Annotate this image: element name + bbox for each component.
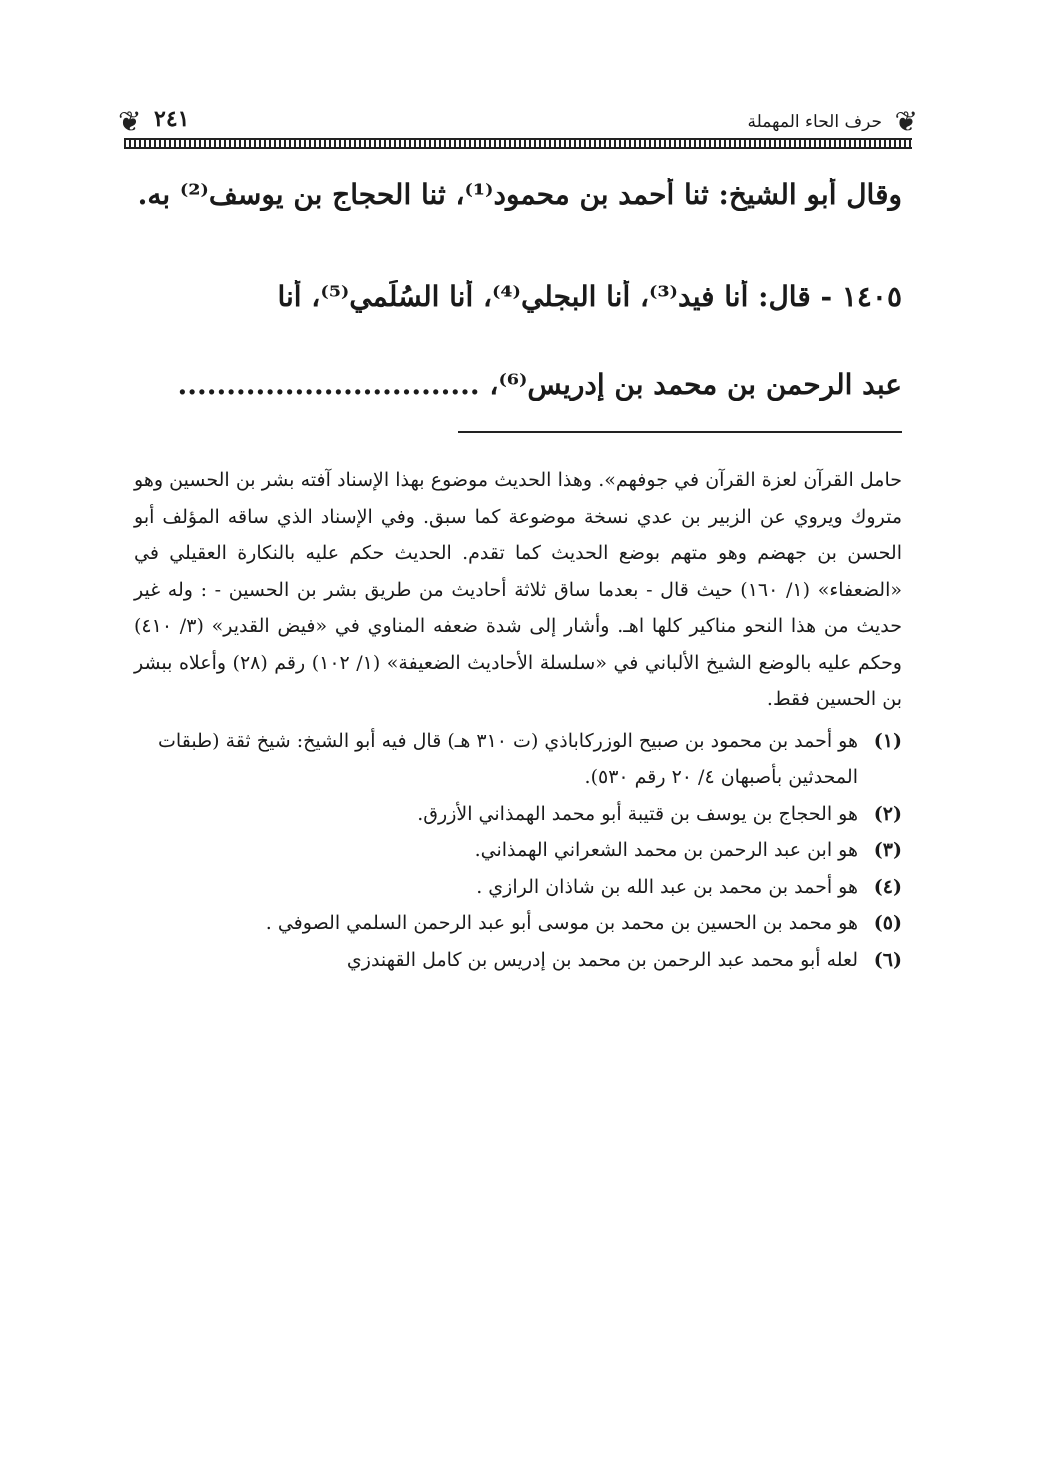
footnote-number: (٥) — [873, 912, 902, 934]
commentary-paragraph: حامل القرآن لعزة القرآن في جوفهم». وهذا الحديث موضوع بهذا الإسناد آفته بشر بن الحسين وهو متروك ويروي عن الزبير بن عدي نسخة موضوعة كما سبق. وفي الإسناد الذي ساقه المؤلف أبو الحسن بن جهضم وهو متهم بوضع الحديث كما تقدم. الحديث حكم عليه بالنكارة العقيلي في «الضعفاء» (١/ ١٦٠) حيث قال - بعدما ساق ثلاثة أحاديث من طريق بشر بن الحسين - : وله غير حديث من هذا النحو مناكير كلها اهـ. وأشار إلى شدة ضعفه المناوي في «فيض القدير» (٣/ ٤١٠) وحكم عليه بالوضع الشيخ الألباني في «سلسلة الأحاديث الضعيفة» (١/ ١٠٢) رقم (٢٨) وأعلاه ببشر بن الحسين فقط. — [134, 469, 902, 710]
main-line-3: عبد الرحمن بن محمد بن إدريس⁽⁶⁾، ............................... — [177, 368, 902, 401]
ornament-right-icon: ❦ — [894, 105, 918, 138]
footnote-number: (٦) — [873, 948, 902, 971]
footnotes-area — [134, 462, 902, 978]
footnote-1 — [134, 723, 902, 796]
footnote-text: هو أحمد بن محمد بن عبد الله بن شاذان الرازي . — [476, 875, 858, 898]
footnote-separator — [458, 431, 902, 433]
running-title: حرف الحاء المهملة — [747, 112, 882, 132]
footnote-number: (٢) — [873, 802, 902, 825]
footnote-text: هو أحمد بن محمود بن صبيح الوزركاباذي (ت ٣١٠ هـ) قال فيه أبو الشيخ: شيخ ثقة (طبقات المحدثين بأصبهان ٤/ ٢٠ رقم ٥٣٠). — [158, 729, 858, 788]
footnote-text: هو الحجاج بن يوسف بن قتيبة أبو محمد الهمذاني الأزرق. — [417, 802, 858, 825]
main-line-2: ١٤٠٥ - قال: أنا فيد⁽³⁾، أنا البجلي⁽⁴⁾، أنا السُلَمي⁽⁵⁾، أنا — [277, 280, 902, 313]
ornament-left-icon: ❦ — [118, 105, 142, 138]
footnote-6 — [134, 942, 902, 979]
footnote-text: لعله أبو محمد عبد الرحمن بن محمد بن إدريس بن كامل القهندزي — [346, 948, 858, 971]
footnote-number: (٤) — [873, 875, 902, 898]
footnote-list — [134, 723, 902, 979]
footnote-2 — [134, 796, 902, 833]
footnote-text: هو محمد بن الحسين بن محمد بن موسى أبو عبد الرحمن السلمي الصوفي . — [265, 912, 858, 934]
footnote-4 — [134, 869, 902, 906]
footnote-text: هو ابن عبد الرحمن بن محمد الشعراني الهمذاني. — [474, 839, 858, 861]
footnote-5 — [134, 905, 902, 942]
header-rule — [124, 138, 912, 149]
footnote-number: (٣) — [873, 839, 902, 861]
footnote-number: (١) — [873, 729, 902, 752]
footnote-3 — [134, 832, 902, 869]
main-line-1: وقال أبو الشيخ: ثنا أحمد بن محمود⁽¹⁾، ثنا الحجاج بن يوسف⁽²⁾ به. — [137, 178, 902, 211]
page-header — [118, 102, 918, 150]
page-number: ٢٤١ — [154, 106, 190, 132]
